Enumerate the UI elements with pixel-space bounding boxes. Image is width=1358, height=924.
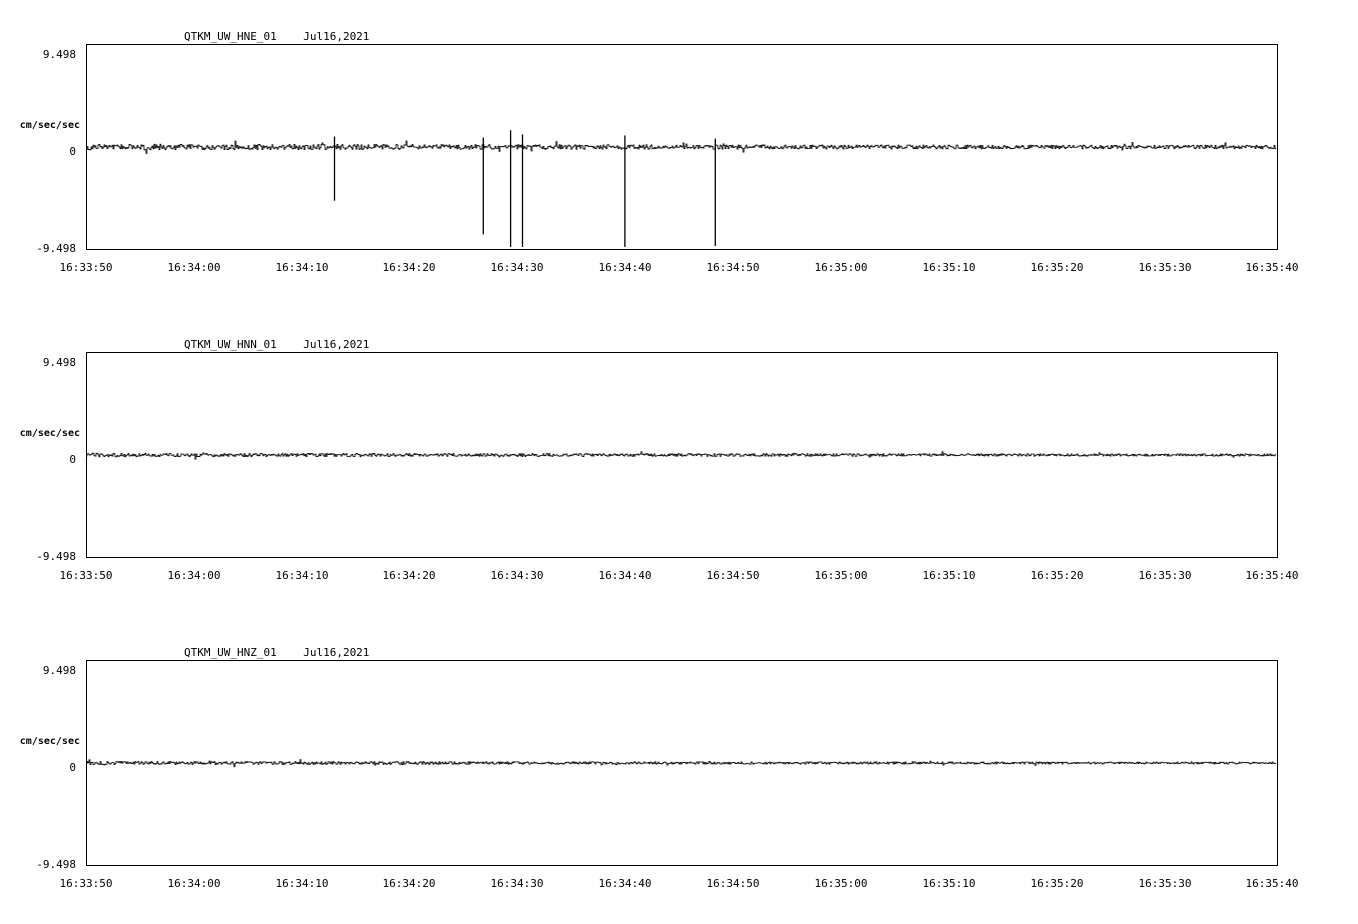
x-tick: 16:34:40: [598, 569, 652, 582]
x-tick: 16:34:30: [490, 569, 544, 582]
plot-area-hnz[interactable]: [86, 660, 1278, 866]
x-tick: 16:33:50: [59, 261, 113, 274]
x-tick: 16:35:00: [814, 877, 868, 890]
x-tick: 16:35:00: [814, 261, 868, 274]
x-tick: 16:35:20: [1030, 569, 1084, 582]
x-tick: 16:34:40: [598, 877, 652, 890]
waveform-hnz: [87, 661, 1277, 865]
y-tick-bottom: -9.498: [36, 858, 76, 871]
x-tick: 16:34:40: [598, 261, 652, 274]
y-tick-mid: 0: [69, 145, 76, 158]
seismogram-panel-hne: [0, 0, 1358, 300]
x-tick: 16:35:10: [922, 877, 976, 890]
x-tick: 16:34:20: [382, 877, 436, 890]
x-tick: 16:34:10: [275, 569, 329, 582]
y-tick-top: 9.498: [42, 48, 76, 61]
plot-area-hne[interactable]: [86, 44, 1278, 250]
y-tick-top: 9.498: [42, 356, 76, 369]
x-tick: 16:34:10: [275, 877, 329, 890]
seismogram-panel-hnz: [0, 616, 1358, 916]
x-tick: 16:34:00: [167, 877, 221, 890]
x-tick: 16:35:00: [814, 569, 868, 582]
x-tick: 16:34:00: [167, 261, 221, 274]
y-axis-label: cm/sec/sec: [19, 120, 80, 131]
panel-title: QTKM_UW_HNN_01 Jul16,2021: [184, 338, 370, 351]
y-tick-bottom: -9.498: [36, 550, 76, 563]
waveform-hnn: [87, 353, 1277, 557]
x-tick: 16:34:20: [382, 261, 436, 274]
x-tick: 16:35:20: [1030, 261, 1084, 274]
x-tick: 16:33:50: [59, 877, 113, 890]
seismogram-panel-hnn: [0, 308, 1358, 608]
x-tick: 16:34:20: [382, 569, 436, 582]
y-tick-mid: 0: [69, 761, 76, 774]
x-tick: 16:34:50: [706, 261, 760, 274]
x-tick: 16:35:40: [1245, 569, 1299, 582]
x-tick: 16:35:40: [1245, 261, 1299, 274]
y-tick-top: 9.498: [42, 664, 76, 677]
x-tick: 16:34:50: [706, 877, 760, 890]
x-tick: 16:35:20: [1030, 877, 1084, 890]
x-tick: 16:34:10: [275, 261, 329, 274]
y-tick-bottom: -9.498: [36, 242, 76, 255]
x-tick: 16:34:00: [167, 569, 221, 582]
panel-title: QTKM_UW_HNE_01 Jul16,2021: [184, 30, 370, 43]
x-tick: 16:35:30: [1138, 261, 1192, 274]
x-tick: 16:35:10: [922, 569, 976, 582]
y-axis-label: cm/sec/sec: [19, 736, 80, 747]
y-tick-mid: 0: [69, 453, 76, 466]
x-tick: 16:35:30: [1138, 877, 1192, 890]
waveform-hne: [87, 45, 1277, 249]
x-tick: 16:35:40: [1245, 877, 1299, 890]
x-tick: 16:35:10: [922, 261, 976, 274]
y-axis-label: cm/sec/sec: [19, 428, 80, 439]
x-tick: 16:34:30: [490, 877, 544, 890]
plot-area-hnn[interactable]: [86, 352, 1278, 558]
x-tick: 16:35:30: [1138, 569, 1192, 582]
x-tick: 16:34:30: [490, 261, 544, 274]
panel-title: QTKM_UW_HNZ_01 Jul16,2021: [184, 646, 370, 659]
x-tick: 16:34:50: [706, 569, 760, 582]
x-tick: 16:33:50: [59, 569, 113, 582]
